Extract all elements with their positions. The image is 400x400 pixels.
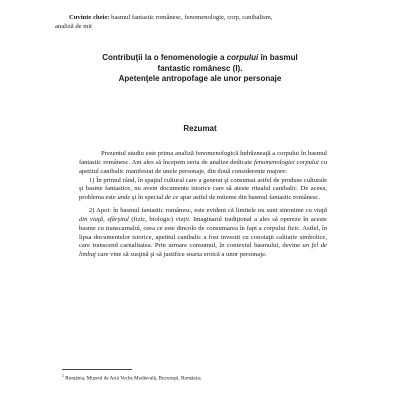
p3-italic-1: viaţă din viaţă, sfârşitul: [79, 207, 327, 223]
abstract-heading: Rezumat: [183, 124, 217, 133]
title-line-2: fantastic românesc (I).: [157, 63, 243, 73]
title-line1-italic: corpului: [226, 53, 259, 62]
abstract-paragraph-3: [79, 207, 327, 260]
p3-italic-3: un fel de limbaj: [79, 242, 327, 259]
p3-italic-2: vieţii: [175, 215, 189, 223]
title-line-1: [70, 53, 330, 64]
title-line1-post: în basmul: [258, 53, 298, 62]
abstract-paragraph-1: [79, 150, 327, 177]
p2-pre: 1) În primul rând, în spaţiul cultural care a generat şi consumat astfel de produse culturale şi basme fantastice, nu avem documente istorice care să ateste ritualul canibalic. De aceea, problema este: [79, 176, 327, 202]
title-line1-pre: Contribuţii la o fenomenologie a: [102, 53, 227, 62]
keywords-label: Cuvinte cheie:: [69, 14, 110, 21]
abstract-body: [79, 150, 327, 260]
title-line-3: Apetenţele antropofage ale unor personaje: [118, 74, 282, 84]
footnote: [62, 372, 362, 383]
p3-mid-2: . Imaginarul tradiţional a ales să opereze în aceste basme cu transcarnalul, ceea ce este dincolo de consumarea în fapt a corpului fizic. Astfel, în lipsa documentelor istorice, apetitul canibalic a fost investit cu conotaţii calitativ simbolice, care transcend carnalitatea. Prin urmare consumul, în contextul basmului, devine: [79, 215, 327, 250]
keywords-text-line1: basmul fantastic românesc, fenomenologie, corp, canibalism,: [111, 14, 273, 21]
p2-italic-1: unde: [117, 194, 131, 202]
p2-mid: şi în special: [130, 194, 165, 202]
footnote-text: România, Muzeul de Artă Veche Medievală, Bucureşti, România;: [64, 375, 202, 382]
article-title: [70, 53, 330, 85]
footnote-divider: [62, 369, 132, 370]
p3-post: care vine să susţină şi să justifice soarta eroică a unor personaje.: [95, 251, 267, 259]
abstract-paragraph-2: [79, 177, 327, 204]
p3-pre: 2) Apoi: în basmul fantastic românesc, este evident că limitele nu sunt sinonime cu: [89, 207, 314, 215]
p2-post: apar astfel de miteme din basmul fantastic românesc.: [178, 194, 320, 202]
p2-italic-2: de ce: [164, 194, 179, 202]
p1-post: cu apetitul canibalic manifestat de unele personaje, din două considerente majore:: [79, 158, 327, 175]
keywords: [55, 14, 345, 31]
p3-mid-1: (fizic, biologic): [128, 215, 176, 223]
p1-italic: fenomenologiei corpului: [254, 158, 319, 166]
footnote-marker: 1: [62, 373, 64, 378]
p1-pre: Prezentul studiu este prima analiză fenomenologică îndrăzneaţă a corpului în basmul fantastic românesc. Am ales să începem seria de analize dedicate: [79, 150, 327, 166]
keywords-text-line2: analiză de mit: [55, 22, 92, 30]
